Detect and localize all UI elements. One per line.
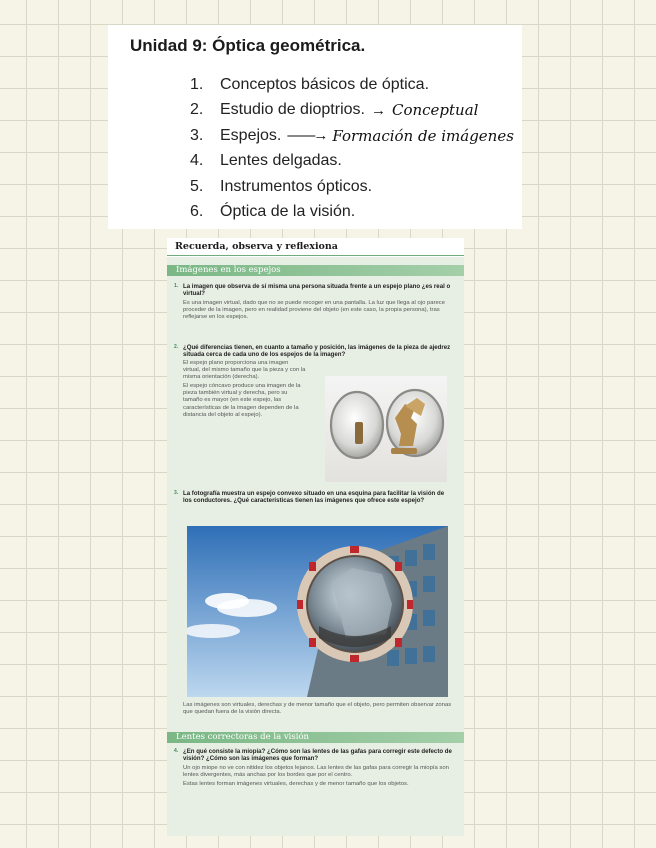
topic-number: 3. <box>190 126 204 144</box>
topic-label: Espejos. <box>220 126 282 144</box>
mirrors-photo <box>325 376 447 482</box>
topic-number: 2. <box>190 101 204 119</box>
title-divider <box>167 255 464 256</box>
question-number: 1. <box>174 283 179 289</box>
question-block <box>174 490 454 505</box>
arrow-right-icon: ——→ <box>287 127 327 145</box>
convex-mirror-photo <box>187 526 448 697</box>
section-header: Imágenes en los espejos <box>167 265 464 276</box>
topic-item <box>190 98 514 124</box>
question-block <box>174 748 454 789</box>
question-text: La fotografía muestra un espejo convexo situado en una esquina para facilitar la visión de los conductores. ¿Qué características tienen las imágenes que ofrece este espejo? <box>183 490 445 505</box>
topic-item <box>190 174 514 200</box>
topic-item <box>190 149 514 175</box>
answer-text: Es una imagen virtual, dado que no se puede recoger en una pantalla. La luz que llega al ojo parece proceder de la imagen, pero en realidad proviene del objeto (en este caso, la propia persona), tras reflejarse en los espejos. <box>183 299 445 321</box>
handwritten-note: Formación de imágenes <box>332 126 514 145</box>
textbook-page <box>167 238 464 836</box>
topic-number: 1. <box>190 75 204 93</box>
question-block <box>174 283 454 322</box>
topic-list <box>190 72 514 225</box>
question-text: La imagen que observa de sí misma una persona situada frente a un espejo plano ¿es real o virtual? <box>183 283 451 298</box>
answer-text: El espejo cóncavo produce una imagen de la pieza también virtual y derecha, pero su tamaño es mayor (en este espejo, las características de la imagen dependen de la distancia del objeto al espejo). <box>183 382 301 418</box>
topic-item <box>190 72 514 98</box>
unit-index-card <box>108 25 522 229</box>
question-block <box>174 702 454 717</box>
answer-text: Las imágenes son virtuales, derechas y de menor tamaño que el objeto, pero permiten observar zonas que quedan fuera de la visión directa. <box>183 702 452 716</box>
arrow-right-icon: → <box>370 101 386 119</box>
page-title: Recuerda, observa y reflexiona <box>175 241 338 252</box>
question-text: ¿Qué diferencias tienen, en cuanto a tamaño y posición, las imágenes de la pieza de ajedrez situada cerca de cada uno de los espejos de la imagen? <box>183 344 451 359</box>
answer-text: Estas lentes forman imágenes virtuales, derechas y de menor tamaño que los objetos. <box>183 781 409 788</box>
topic-label: Conceptos básicos de óptica. <box>220 75 430 93</box>
unit-title: Unidad 9: Óptica geométrica. <box>130 36 366 55</box>
topic-item <box>190 123 514 149</box>
answer-text: Un ojo miope no ve con nitidez los objetos lejanos. Las lentes de las gafas para corregir la miopía son lentes divergentes, más anchas por los bordes que por el centro. <box>183 764 449 779</box>
topic-number: 4. <box>190 152 204 170</box>
handwritten-note: Conceptual <box>391 101 479 120</box>
question-text: ¿En qué consiste la miopía? ¿Cómo son las lentes de las gafas para corregir este defecto de visión? ¿Cómo son las imágenes que forman? <box>183 748 452 763</box>
question-number: 4. <box>174 748 179 754</box>
question-number: 2. <box>174 344 179 350</box>
topic-label: Lentes delgadas. <box>220 152 342 170</box>
answer-text: El espejo plano proporciona una imagen virtual, del mismo tamaño que la pieza y con la misma orientación (derecha). <box>183 359 306 381</box>
topic-label: Instrumentos ópticos. <box>220 177 373 195</box>
question-number: 3. <box>174 490 179 496</box>
topic-label: Estudio de dioptrios. <box>220 101 365 119</box>
topic-number: 5. <box>190 177 204 195</box>
topic-number: 6. <box>190 203 204 221</box>
topic-label: Óptica de la visión. <box>220 203 356 221</box>
section-header: Lentes correctoras de la visión <box>167 732 464 743</box>
topic-item <box>190 200 514 226</box>
